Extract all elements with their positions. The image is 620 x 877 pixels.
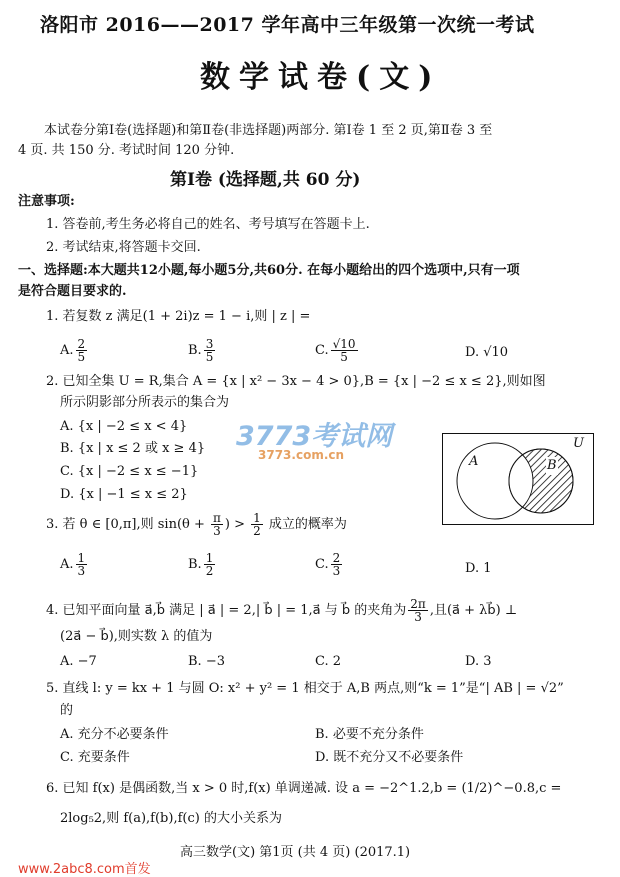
q2-option-d: D. {x | −1 ≤ x ≤ 2} (60, 487, 188, 502)
q6-stem-1: 6. 已知 f(x) 是偶函数,当 x > 0 时,f(x) 单调递减. 设 a = −2^1.2,b = (1/2)^−0.8,c = (46, 781, 562, 796)
q5-option-b: B. 必要不充分条件 (315, 727, 424, 742)
footer-site-link[interactable]: www.2abc8.com首发 (18, 862, 151, 877)
footer-page-info: 高三数学(文) 第1页 (共 4 页) (2017.1) (180, 845, 411, 860)
q2-option-c: C. {x | −2 ≤ x ≤ −1} (60, 464, 199, 479)
q1-option-a: A. $\frac{2}{5}$ (60, 337, 86, 364)
intro-line-1: 本试卷分第Ⅰ卷(选择题)和第Ⅱ卷(非选择题)两部分. 第Ⅰ卷 1 至 2 页,第Ⅱ卷 3 至 (44, 123, 493, 138)
q3-option-a: A. $\frac{1}{3}$ (60, 551, 86, 578)
q4-stem-2: (2a⃗ − b⃗),则实数 λ 的值为 (60, 629, 213, 644)
watermark-logo: 3773考试网 (236, 421, 393, 452)
venn-label-u: U (573, 436, 584, 451)
venn-diagram (442, 433, 594, 525)
q2-stem-1: 2. 已知全集 U = R,集合 A = {x | x² − 3x − 4 > 0},B = {x | −2 ≤ x ≤ 2},则如图 (46, 374, 546, 389)
part1-line-1: 一、选择题:本大题共12小题,每小题5分,共60分. 在每小题给出的四个选项中,只有一项 (18, 263, 520, 278)
note-item-1: 1. 答卷前,考生务必将自己的姓名、考号填写在答题卡上. (46, 217, 370, 232)
q4-stem-1: 4. 已知平面向量 a⃗,b⃗ 满足 | a⃗ | = 2,| b⃗ | = 1,a⃗ 与 b⃗ 的夹角为 $\frac{2\pi}{3}$ ,且(a⃗ + λb⃗) ⊥ (46, 597, 518, 624)
q4-option-b: B. −3 (188, 654, 225, 669)
q4-option-a: A. −7 (60, 654, 97, 669)
q5-option-c: C. 充要条件 (60, 750, 130, 765)
q3-option-d: D. 1 (465, 561, 492, 576)
q2-stem-2: 所示阴影部分所表示的集合为 (60, 395, 230, 410)
q5-stem-1: 5. 直线 l: y = kx + 1 与圆 O: x² + y² = 1 相交于 A,B 两点,则“k = 1”是“| AB | = √2” (46, 681, 564, 696)
q1-option-d: D. √10 (465, 345, 509, 360)
q5-option-d: D. 既不充分又不必要条件 (315, 750, 464, 765)
q1-stem: 1. 若复数 z 满足(1 + 2i)z = 1 − i,则 | z | = (46, 309, 311, 324)
q2-option-a: A. {x | −2 ≤ x < 4} (60, 419, 188, 434)
q2-option-b: B. {x | x ≤ 2 或 x ≥ 4} (60, 441, 206, 456)
q5-option-a: A. 充分不必要条件 (60, 727, 169, 742)
venn-label-b: B (547, 458, 557, 473)
note-item-2: 2. 考试结束,将答题卡交回. (46, 240, 201, 255)
section-heading: 第Ⅰ卷 (选择题,共 60 分) (170, 170, 361, 190)
exam-title: 洛阳市 2016——2017 学年高中三年级第一次统一考试 (40, 14, 535, 36)
part1-line-2: 是符合题目要求的. (18, 284, 127, 299)
q4-option-d: D. 3 (465, 654, 492, 669)
q1-option-b: B. $\frac{3}{5}$ (188, 337, 214, 364)
venn-label-a: A (469, 454, 479, 469)
venn-svg (443, 434, 593, 524)
intro-line-2: 4 页. 共 150 分. 考试时间 120 分钟. (18, 143, 235, 158)
q4-option-c: C. 2 (315, 654, 342, 669)
notes-heading: 注意事项: (18, 194, 75, 209)
q3-option-c: C. $\frac{2}{3}$ (315, 551, 341, 578)
q6-stem-2: 2log₅2,则 f(a),f(b),f(c) 的大小关系为 (60, 811, 282, 826)
q5-stem-2: 的 (60, 703, 74, 718)
q3-option-b: B. $\frac{1}{2}$ (188, 551, 214, 578)
q1-option-c: C. $\frac{√10}{5}$ (315, 337, 356, 364)
paper-subtitle: 数学试卷(文) (200, 60, 442, 95)
q3-stem: 3. 若 θ ∈ [0,π],则 sin(θ + $\frac{\pi}{3}$ ) > $\frac{1}{2}$ 成立的概率为 (46, 511, 347, 538)
watermark-url: 3773.com.cn (258, 448, 345, 462)
